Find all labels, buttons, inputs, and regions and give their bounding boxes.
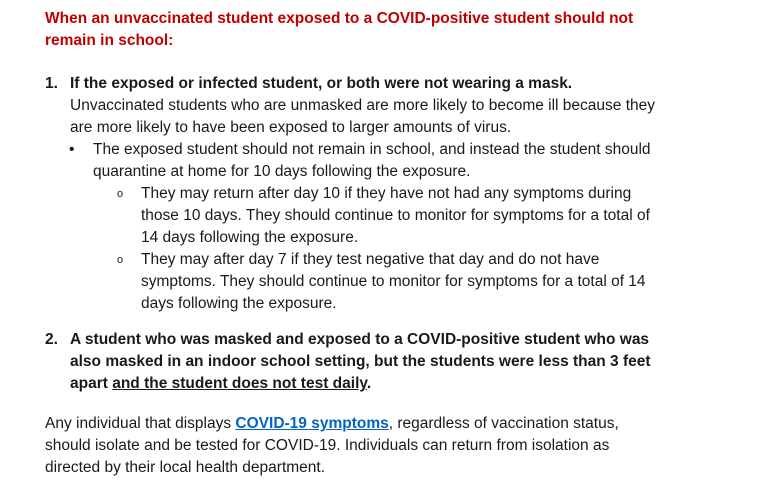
heading-line-1: When an unvaccinated student exposed to a COVID-positive student should not xyxy=(45,10,634,27)
sub-bullet-1-line-1: They may return after day 10 if they have not had any symptoms during xyxy=(141,185,632,202)
bullet-dot-icon: • xyxy=(69,141,75,158)
footer-line-3: directed by their local health department. xyxy=(45,459,326,476)
item-2-line-3 xyxy=(70,373,745,395)
item-1-desc-line-1: Unvaccinated students who are unmasked are more likely to become ill because they xyxy=(70,97,656,114)
bullet-item xyxy=(69,139,745,183)
footer-text-start: Any individual that displays xyxy=(45,415,236,432)
sub-bullet-2-line-2: symptoms. They should continue to monitor for symptoms for a total of 14 xyxy=(141,273,646,290)
item-2-line-1: A student who was masked and exposed to a COVID-positive student who was xyxy=(70,331,650,348)
bullet-line-1: The exposed student should not remain in school, and instead the student should xyxy=(93,141,651,158)
item-1-desc-line-2: are more likely to have been exposed to larger amounts of virus. xyxy=(70,119,512,136)
sub-bullet-1-line-3: 14 days following the exposure. xyxy=(141,229,359,246)
covid-symptoms-link[interactable]: COVID-19 symptoms xyxy=(235,415,389,432)
footer-text-rest: , regardless of vaccination status, xyxy=(388,415,619,432)
section-heading xyxy=(45,8,745,52)
circle-bullet-icon: o xyxy=(117,188,124,200)
item-1-title: If the exposed or infected student, or both were not wearing a mask. xyxy=(70,75,573,92)
bullet-line-2: quarantine at home for 10 days following the exposure. xyxy=(93,163,471,180)
item-2-title xyxy=(70,329,745,395)
item-2-line-2: also masked in an indoor school setting, but the students were less than 3 feet xyxy=(70,353,651,370)
footer-line-2: should isolate and be tested for COVID-19. Individuals can return from isolation as xyxy=(45,437,610,454)
footer-line-1 xyxy=(45,413,745,435)
sub-bullet-1 xyxy=(117,183,745,249)
list-number-2: 2. xyxy=(45,331,58,348)
item-2-line-3-end: . xyxy=(366,375,372,392)
item-2-underlined-text: and the student does not test daily xyxy=(112,375,367,392)
item-2-line-3-plain: apart xyxy=(70,375,113,392)
footer-paragraph xyxy=(45,413,745,479)
list-item-2 xyxy=(45,329,745,395)
sub-bullet-1-line-2: those 10 days. They should continue to monitor for symptoms for a total of xyxy=(141,207,650,224)
sub-bullet-2-line-3: days following the exposure. xyxy=(141,295,337,312)
circle-bullet-icon: o xyxy=(117,254,124,266)
item-1-description xyxy=(70,95,745,139)
sub-bullet-2 xyxy=(117,249,745,315)
sub-bullet-2-line-1: They may after day 7 if they test negative that day and do not have xyxy=(141,251,600,268)
heading-line-2: remain in school: xyxy=(45,32,174,49)
list-number-1: 1. xyxy=(45,75,58,92)
list-item-1 xyxy=(45,73,745,315)
